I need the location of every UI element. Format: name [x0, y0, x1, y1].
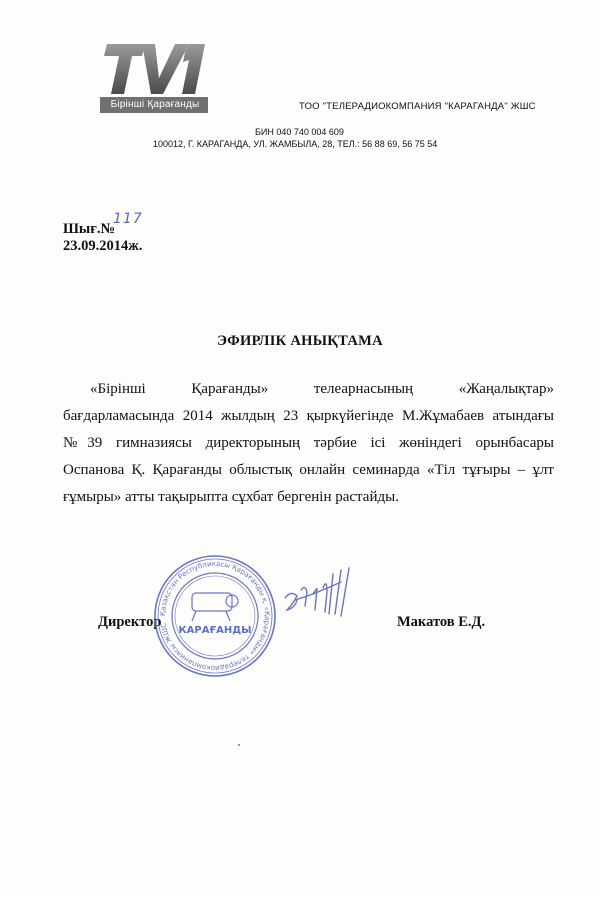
outgoing-number-label: Шығ.№: [63, 221, 116, 237]
stamp-ring-text: Қазақстан Республикасы Қарағанды қ. «Қарағанды» телерадиокомпаниясы ЖШС: [158, 559, 272, 673]
body-line: ғұмыры» атты тақырыпта сұхбат бергенін растайды.: [63, 489, 399, 505]
document-title: ЭФИРЛІК АНЫҚТАМА: [217, 333, 383, 349]
stamp-center-text: КАРАҒАНДЫ: [178, 625, 252, 636]
handwritten-signature: [255, 560, 365, 630]
body-line: №39 гимназиясы директорының тәрбие ісі жөніндегі орынбасары: [63, 435, 554, 451]
logo-tagline: Бірінші Қарағанды: [110, 99, 200, 110]
document-date: 23.09.2014ж.: [63, 238, 143, 254]
body-line: Оспанова Қ. Қарағанды облыстық онлайн семинарда «Тіл тұғыры – ұлт: [63, 462, 554, 478]
bin-number: БИН 040 740 004 609: [255, 127, 344, 137]
signer-role: Директор: [98, 614, 162, 630]
handwritten-number: 117: [113, 211, 143, 227]
company-name: ТОО "ТЕЛЕРАДИОКОМПАНИЯ "КАРАГАНДА" ЖШС: [299, 101, 536, 112]
body-line: «Бірінші Қарағанды» телеарнасының «Жаңалықтар»: [90, 381, 554, 397]
document-body: [63, 376, 554, 511]
company-address: 100012, Г. КАРАГАНДА, УЛ. ЖАМБЫЛА, 28, ТЕЛ.: 56 88 69, 56 75 54: [153, 139, 438, 149]
body-line: бағдарламасында 2014 жылдың 23 қыркүйегінде М.Жұмабаев атындағы: [63, 408, 554, 424]
signer-name: Макатов Е.Д.: [397, 614, 486, 630]
scan-speck: [238, 744, 240, 746]
